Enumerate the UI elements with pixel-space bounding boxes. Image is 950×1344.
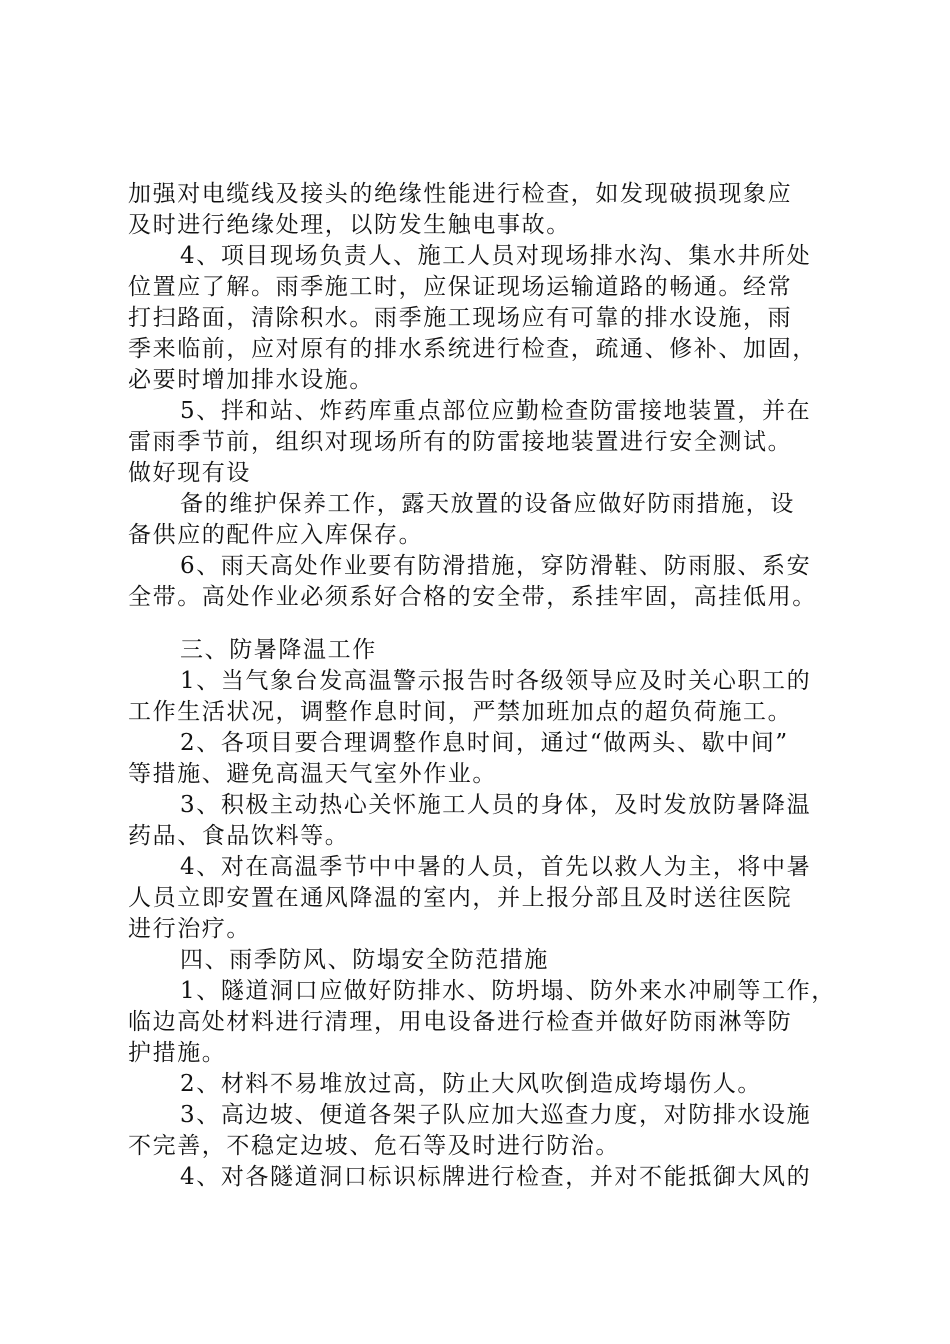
- text-line: 2、各项目要合理调整作息时间，通过“做两头、歇中间”: [180, 730, 789, 756]
- text-line: 位置应了解。雨季施工时，应保证现场运输道路的畅通。经常: [128, 274, 793, 300]
- text-line: 3、高边坡、便道各架子队应加大巡查力度，对防排水设施: [180, 1102, 812, 1128]
- text-line: 加强对电缆线及接头的绝缘性能进行检查，如发现破损现象应: [128, 181, 793, 207]
- section-heading: 四、雨季防风、防塌安全防范措施: [180, 947, 549, 973]
- text-line: 3、积极主动热心关怀施工人员的身体，及时发放防暑降温: [180, 792, 812, 818]
- text-line: 备的维护保养工作，露天放置的设备应做好防雨措施，设: [180, 491, 795, 517]
- text-line: 2、材料不易堆放过高，防止大风吹倒造成垮塌伤人。: [180, 1071, 763, 1097]
- text-line: 药品、食品饮料等。: [128, 823, 350, 849]
- text-line: 临边高处材料进行清理，用电设备进行检查并做好防雨淋等防: [128, 1009, 793, 1035]
- text-line: 全带。高处作业必须系好合格的安全带，系挂牢固，高挂低用。: [128, 584, 817, 610]
- text-line: 等措施、避免高温天气室外作业。: [128, 761, 497, 787]
- text-line: 季来临前，应对原有的排水系统进行检查，疏通、修补、加固，: [128, 336, 817, 362]
- text-line: 工作生活状况，调整作息时间，严禁加班加点的超负荷施工。: [128, 699, 793, 725]
- text-line: 护措施。: [128, 1040, 227, 1066]
- text-line: 4、项目现场负责人、施工人员对现场排水沟、集水井所处: [180, 243, 812, 269]
- text-line: 1、当气象台发高温警示报告时各级领导应及时关心职工的: [180, 668, 812, 694]
- text-line: 不完善，不稳定边坡、危石等及时进行防治。: [128, 1133, 620, 1159]
- text-line: 人员立即安置在通风降温的室内，并上报分部且及时送往医院: [128, 885, 793, 911]
- text-line: 雷雨季节前，组织对现场所有的防雷接地装置进行安全测试。: [128, 429, 793, 455]
- text-line: 备供应的配件应入库保存。: [128, 522, 424, 548]
- text-line: 做好现有设: [128, 460, 251, 486]
- text-line: 打扫路面，清除积水。雨季施工现场应有可靠的排水设施，雨: [128, 305, 793, 331]
- text-line: 1、隧道洞口应做好防排水、防坍塌、防外来水冲刷等工作，: [180, 978, 836, 1004]
- text-line: 进行治疗。: [128, 916, 251, 942]
- text-line: 5、拌和站、炸药库重点部位应勤检查防雷接地装置，并在: [180, 398, 812, 424]
- text-line: 及时进行绝缘处理，以防发生触电事故。: [128, 212, 571, 238]
- text-line: 4、对在高温季节中中暑的人员，首先以救人为主，将中暑: [180, 854, 812, 880]
- text-line: 6、雨天高处作业要有防滑措施，穿防滑鞋、防雨服、系安: [180, 553, 812, 579]
- text-line: 4、对各隧道洞口标识标牌进行检查，并对不能抵御大风的: [180, 1164, 812, 1190]
- section-heading: 三、防暑降温工作: [180, 637, 377, 663]
- text-line: 必要时增加排水设施。: [128, 367, 374, 393]
